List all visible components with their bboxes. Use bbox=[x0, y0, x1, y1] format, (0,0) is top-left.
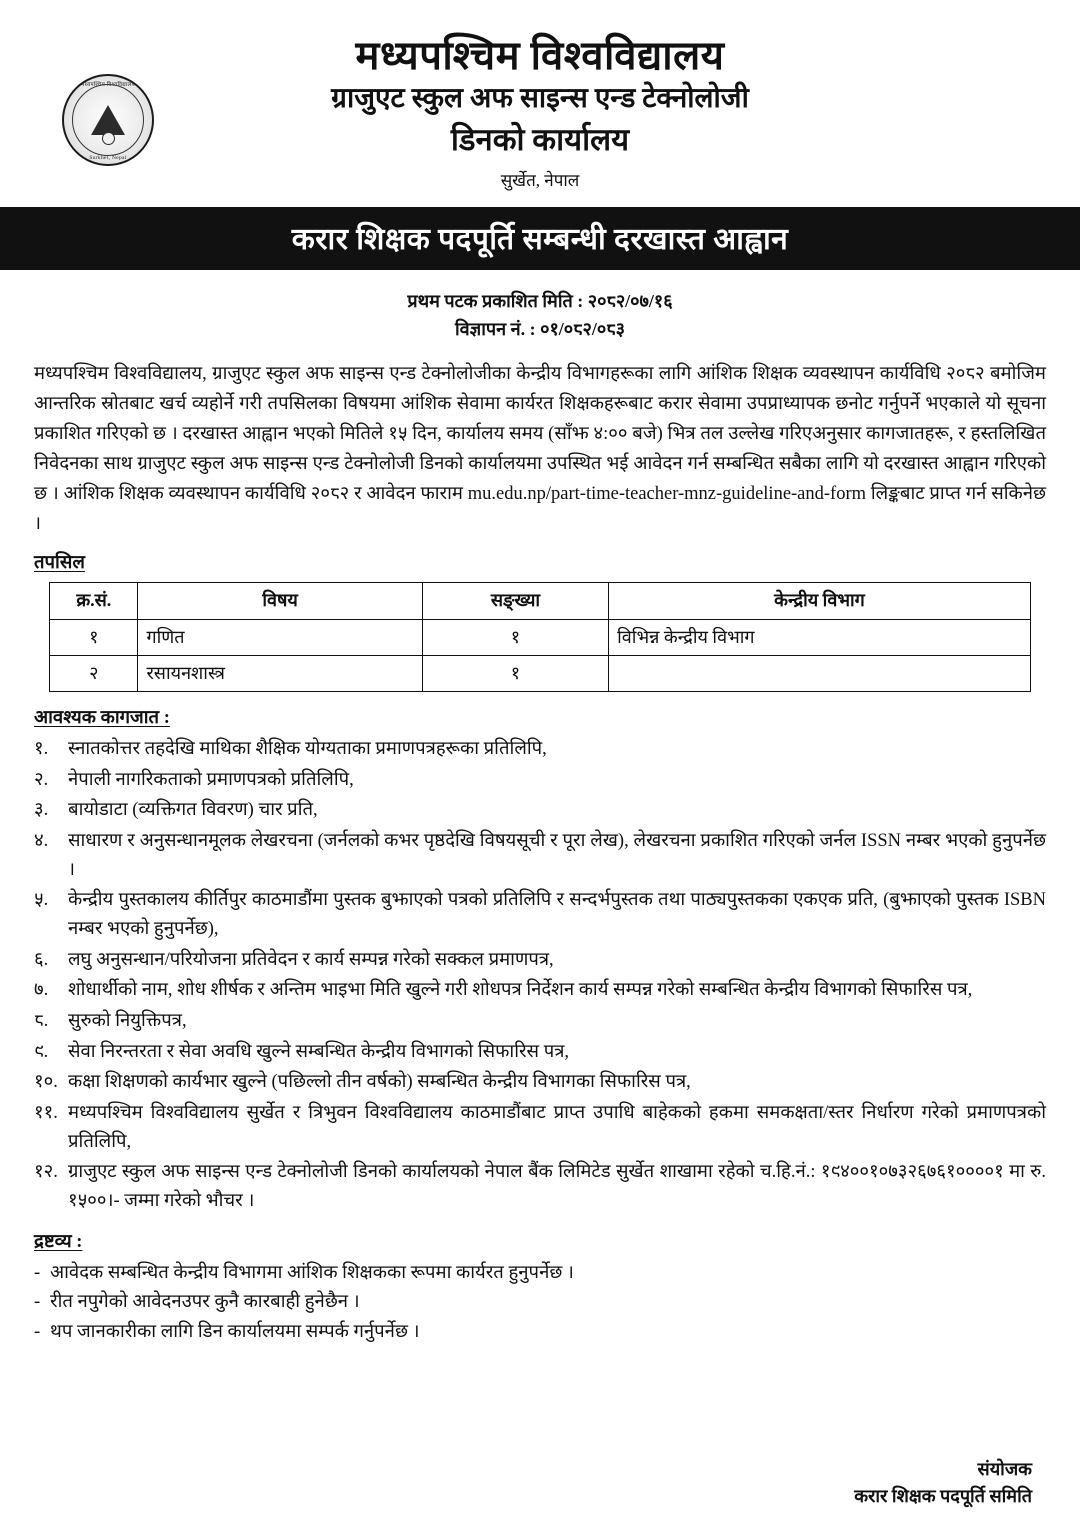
published-date: प्रथम पटक प्रकाशित मिति : २०८२/०७/१६ bbox=[407, 290, 673, 311]
list-item-text: कक्षा शिक्षणको कार्यभार खुल्ने (पछिल्लो तीन वर्षको) सम्बन्धित केन्द्रीय विभागका सिफारिस पत्र, bbox=[68, 1072, 691, 1093]
list-item bbox=[34, 1288, 1046, 1318]
column-header-count: सङ्ख्या bbox=[422, 583, 608, 619]
list-item-text: सुरुको नियुक्तिपत्र, bbox=[68, 1011, 187, 1032]
bullet-dash-icon: - bbox=[34, 1321, 41, 1342]
list-item-text: आवेदक सम्बन्धित केन्द्रीय विभागमा आंशिक शिक्षकका रूपमा कार्यरत हुनुपर्नेछ । bbox=[50, 1262, 574, 1283]
cell-subject: गणित bbox=[138, 619, 422, 655]
cell-department bbox=[609, 655, 1031, 691]
list-item bbox=[34, 1259, 1046, 1289]
list-item-text: शोधार्थीको नाम, शोध शीर्षक र अन्तिम भाइभा मिति खुल्ने गरी शोधपत्र निर्देशन कार्य सम्पन्न गरेको सम्बन्धित केन्द्रीय विभागको सिफारिस पत्र, bbox=[68, 980, 973, 1001]
signature-block bbox=[854, 1456, 1032, 1510]
list-item-number: ९. bbox=[34, 1041, 49, 1062]
list-item-text: थप जानकारीका लागि डिन कार्यालयमा सम्पर्क गर्नुपर्नेछ । bbox=[50, 1321, 420, 1342]
list-item bbox=[34, 886, 1046, 943]
list-item-text: स्नातकोत्तर तहदेखि माथिका शैक्षिक योग्यताका प्रमाणपत्रहरूका प्रतिलिपि, bbox=[68, 739, 547, 760]
intro-text-part2: लिङ्कबाट प्राप्त गर्न सकिनेछ । bbox=[34, 483, 1046, 534]
list-item-number: १०. bbox=[34, 1072, 58, 1093]
list-item-number: ५. bbox=[34, 890, 49, 911]
list-item bbox=[34, 1068, 1046, 1097]
required-documents-label: आवश्यक कागजात : bbox=[34, 708, 170, 729]
table-row bbox=[50, 655, 1031, 691]
list-item-text: सेवा निरन्तरता र सेवा अवधि खुल्ने सम्बन्धित केन्द्रीय विभागको सिफारिस पत्र, bbox=[68, 1041, 570, 1062]
column-header-sn: क्र.सं. bbox=[50, 583, 138, 619]
logo-ring-bottom-text: Surkhet, Nepal bbox=[89, 155, 127, 161]
list-item-text: रीत नपुगेको आवेदनउपर कुनै कारबाही हुनेछैन । bbox=[50, 1292, 360, 1313]
bullet-dash-icon: - bbox=[34, 1262, 41, 1283]
list-item bbox=[34, 1038, 1046, 1067]
list-item-text: लघु अनुसन्धान/परियोजना प्रतिवेदन र कार्य सम्पन्न गरेको सक्कल प्रमाणपत्र, bbox=[68, 949, 554, 970]
office-name: डिनको कार्यालय bbox=[450, 121, 630, 157]
office-location: सुर्खेत, नेपाल bbox=[500, 170, 580, 190]
signature-role: संयोजक bbox=[977, 1459, 1032, 1479]
list-item-number: २. bbox=[34, 769, 49, 790]
list-item-number: ११. bbox=[34, 1103, 58, 1124]
bullet-dash-icon: - bbox=[34, 1292, 41, 1313]
signature-committee: करार शिक्षक पदपूर्ति समिति bbox=[854, 1486, 1032, 1506]
list-item-number: १. bbox=[34, 739, 49, 760]
cell-count: १ bbox=[422, 655, 608, 691]
document-header bbox=[34, 26, 1046, 201]
logo-ring-top-text: मध्यपश्चिम विश्वविद्यालय bbox=[81, 82, 135, 88]
intro-text-part1: मध्यपश्चिम विश्वविद्यालय, ग्राजुएट स्कुल अफ साइन्स एन्ड टेक्नोलोजीका केन्द्रीय विभागहरूका लागि आंशिक शिक्षक व्यवस्थापन कार्यविधि २०८२ बमोजिम आन्तरिक स्रोतबाट खर्च व्यहोर्ने गरी तपसिलका विषयमा आंशिक सेवामा कार्यरत शिक्षकहरूबाट करार सेवामा उपप्राध्यापक छनोट गर्नुपर्ने भएकाले यो सूचना प्रकाशित गरिएको छ । दरखास्त आह्वान भएको मितिले १५ दिन, कार्यालय समय (साँझ ४:०० बजे) भित्र तल उल्लेख गरिएअनुसार कागजातहरू, र हस्तलिखित निवेदनका साथ ग्राजुएट स्कुल अफ साइन्स एन्ड टेक्नोलोजी डिनको कार्यालयमा उपस्थित भई आवेदन गर्न सम्बन्धित सबैका लागि यो दरखास्त आह्वान गरिएको छ । आंशिक शिक्षक व्यवस्थापन कार्यविधि २०८२ र आवेदन फाराम bbox=[34, 363, 1046, 504]
list-item bbox=[34, 796, 1046, 825]
logo-crest-dot-icon bbox=[102, 132, 115, 145]
list-item-number: ३. bbox=[34, 800, 49, 821]
list-item-number: ८. bbox=[34, 1011, 49, 1032]
list-item bbox=[34, 976, 1046, 1005]
notes-label: द्रष्टव्य : bbox=[34, 1231, 83, 1252]
university-name: मध्यपश्चिम विश्वविद्यालय bbox=[355, 33, 725, 78]
positions-table bbox=[49, 582, 1031, 692]
required-documents-list bbox=[34, 735, 1046, 1216]
table-header-row bbox=[50, 583, 1031, 619]
cell-sn: २ bbox=[50, 655, 138, 691]
list-item-number: ७. bbox=[34, 980, 49, 1001]
column-header-subject: विषय bbox=[138, 583, 422, 619]
list-item-number: ६. bbox=[34, 949, 49, 970]
notice-title-bar: करार शिक्षक पदपूर्ति सम्बन्धी दरखास्त आह्वान bbox=[0, 207, 1080, 270]
faculty-name: ग्राजुएट स्कुल अफ साइन्स एन्ड टेक्नोलोजी bbox=[331, 83, 749, 115]
list-item bbox=[34, 1318, 1046, 1348]
list-item bbox=[34, 735, 1046, 764]
list-item bbox=[34, 1007, 1046, 1036]
notice-meta bbox=[34, 288, 1046, 344]
list-item bbox=[34, 766, 1046, 795]
list-item bbox=[34, 946, 1046, 975]
list-item-text: केन्द्रीय पुस्तकालय कीर्तिपुर काठमाडौंमा पुस्तक बुझाएको पत्रको प्रतिलिपि र सन्दर्भपुस्तक तथा पाठ्यपुस्तकका एकएक प्रति, (बुझाएको पुस्तक ISBN नम्बर भएको हुनुपर्नेछ), bbox=[68, 890, 1046, 940]
list-item-number: १२. bbox=[34, 1162, 58, 1183]
list-item-text: साधारण र अनुसन्धानमूलक लेखरचना (जर्नलको कभर पृष्ठदेखि विषयसूची र पूरा लेख), लेखरचना प्रकाशित गरिएको जर्नल ISSN नम्बर भएको हुनुपर्नेछ । bbox=[68, 831, 1046, 880]
list-item-text: नेपाली नागरिकताको प्रमाणपत्रको प्रतिलिपि, bbox=[68, 769, 354, 790]
intro-paragraph bbox=[34, 360, 1046, 540]
list-item-text: ग्राजुएट स्कुल अफ साइन्स एन्ड टेक्नोलोजी डिनको कार्यालयको नेपाल बैंक लिमिटेड सुर्खेत शाखामा रहेको च.हि.नं.: १९४००१०७३२६७६१००००१ मा रु. १५००।- जम्मा गरेको भौचर । bbox=[68, 1162, 1046, 1212]
list-item bbox=[34, 827, 1046, 884]
list-item-number: ४. bbox=[34, 831, 49, 852]
notes-list bbox=[34, 1259, 1046, 1348]
tapsil-label: तपसिल bbox=[34, 553, 85, 574]
list-item-text: बायोडाटा (व्यक्तिगत विवरण) चार प्रति, bbox=[68, 800, 318, 821]
cell-count: १ bbox=[422, 619, 608, 655]
list-item-text: मध्यपश्चिम विश्वविद्यालय सुर्खेत र त्रिभुवन विश्वविद्यालय काठमाडौंबाट प्राप्त उपाधि बाहेकको हकमा समकक्षता/स्तर निर्धारण गरेको प्रमाणपत्रको प्रतिलिपि, bbox=[68, 1103, 1046, 1152]
cell-department: विभिन्न केन्द्रीय विभाग bbox=[609, 619, 1031, 655]
logo-inner-ring bbox=[72, 84, 144, 156]
list-item bbox=[34, 1099, 1046, 1156]
list-item bbox=[34, 1158, 1046, 1215]
logo-crest-icon bbox=[91, 105, 125, 135]
cell-sn: १ bbox=[50, 619, 138, 655]
table-row bbox=[50, 619, 1031, 655]
university-logo bbox=[62, 74, 154, 166]
notice-number: विज्ञापन नं. : ०१/०८२/०८३ bbox=[455, 318, 625, 339]
cell-subject: रसायनशास्त्र bbox=[138, 655, 422, 691]
guideline-form-link[interactable]: mu.edu.np/part-time-teacher-mnz-guideline-and-form bbox=[467, 483, 867, 504]
column-header-department: केन्द्रीय विभाग bbox=[609, 583, 1031, 619]
